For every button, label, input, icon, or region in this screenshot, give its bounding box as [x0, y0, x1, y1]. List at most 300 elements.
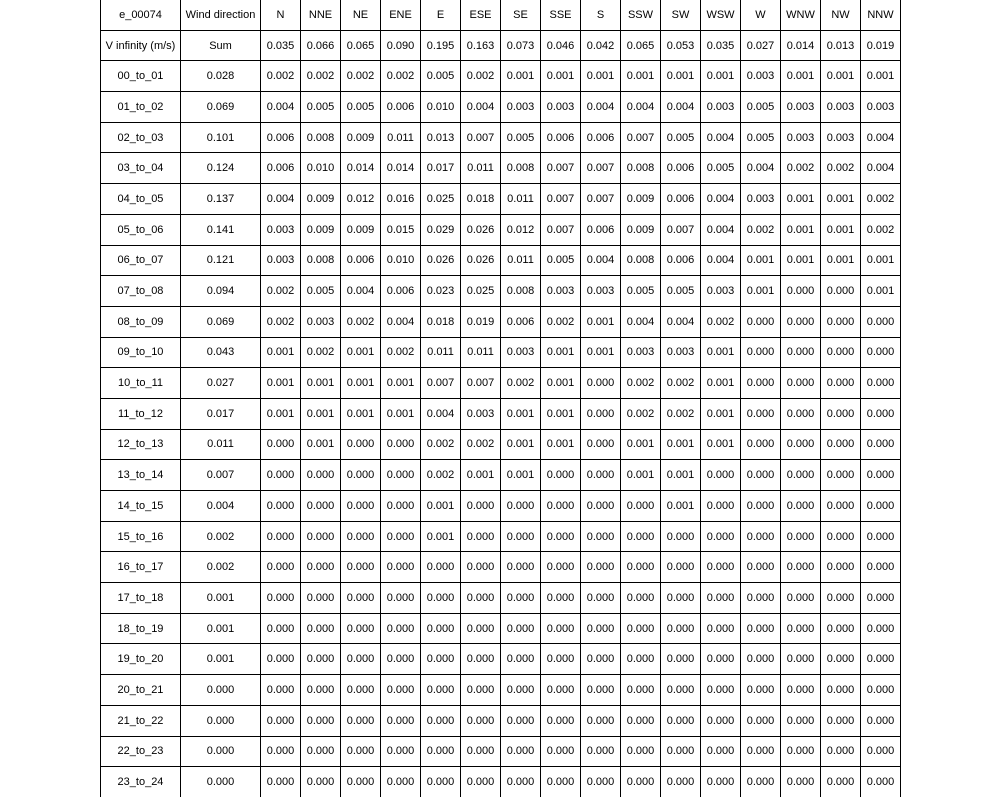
- frequency-cell: 0.000: [821, 398, 861, 429]
- frequency-cell: 0.000: [301, 583, 341, 614]
- frequency-cell: 0.000: [381, 521, 421, 552]
- speed-range-cell: 04_to_05: [101, 184, 181, 215]
- direction-sum-cell: 0.073: [501, 30, 541, 61]
- frequency-cell: 0.018: [421, 306, 461, 337]
- direction-header: ENE: [381, 0, 421, 30]
- frequency-cell: 0.005: [701, 153, 741, 184]
- frequency-cell: 0.018: [461, 184, 501, 215]
- frequency-cell: 0.000: [781, 460, 821, 491]
- frequency-cell: 0.007: [581, 153, 621, 184]
- speed-range-cell: 19_to_20: [101, 644, 181, 675]
- frequency-cell: 0.011: [461, 337, 501, 368]
- frequency-cell: 0.000: [501, 644, 541, 675]
- frequency-cell: 0.000: [421, 583, 461, 614]
- frequency-cell: 0.000: [661, 552, 701, 583]
- frequency-cell: 0.000: [821, 644, 861, 675]
- frequency-cell: 0.001: [301, 398, 341, 429]
- frequency-cell: 0.003: [301, 306, 341, 337]
- frequency-cell: 0.000: [621, 767, 661, 797]
- frequency-cell: 0.007: [421, 368, 461, 399]
- frequency-cell: 0.002: [781, 153, 821, 184]
- table-row: [101, 767, 901, 797]
- speed-range-cell: 01_to_02: [101, 92, 181, 123]
- frequency-cell: 0.003: [701, 92, 741, 123]
- row-sum-cell: 0.000: [181, 736, 261, 767]
- direction-sum-cell: 0.035: [701, 30, 741, 61]
- frequency-cell: 0.001: [861, 276, 901, 307]
- header-row: [101, 0, 901, 30]
- frequency-cell: 0.004: [621, 306, 661, 337]
- frequency-cell: 0.000: [341, 460, 381, 491]
- frequency-cell: 0.000: [261, 736, 301, 767]
- frequency-cell: 0.000: [621, 583, 661, 614]
- frequency-cell: 0.000: [701, 613, 741, 644]
- frequency-cell: 0.002: [421, 429, 461, 460]
- frequency-cell: 0.000: [781, 398, 821, 429]
- frequency-cell: 0.000: [541, 705, 581, 736]
- frequency-cell: 0.000: [861, 644, 901, 675]
- row-sum-cell: 0.002: [181, 521, 261, 552]
- frequency-cell: 0.002: [421, 460, 461, 491]
- frequency-cell: 0.002: [261, 61, 301, 92]
- frequency-cell: 0.007: [661, 214, 701, 245]
- speed-range-cell: 03_to_04: [101, 153, 181, 184]
- frequency-cell: 0.003: [781, 92, 821, 123]
- frequency-cell: 0.005: [661, 276, 701, 307]
- direction-sum-cell: 0.065: [341, 30, 381, 61]
- frequency-cell: 0.000: [741, 552, 781, 583]
- table-row: [101, 460, 901, 491]
- frequency-cell: 0.000: [541, 644, 581, 675]
- direction-header: SE: [501, 0, 541, 30]
- frequency-cell: 0.001: [501, 398, 541, 429]
- frequency-cell: 0.000: [261, 552, 301, 583]
- frequency-cell: 0.000: [341, 521, 381, 552]
- speed-range-cell: 08_to_09: [101, 306, 181, 337]
- row-sum-cell: 0.007: [181, 460, 261, 491]
- frequency-cell: 0.000: [581, 552, 621, 583]
- frequency-cell: 0.006: [261, 153, 301, 184]
- frequency-cell: 0.015: [381, 214, 421, 245]
- frequency-cell: 0.010: [301, 153, 341, 184]
- frequency-cell: 0.000: [421, 736, 461, 767]
- table-row: [101, 92, 901, 123]
- frequency-cell: 0.000: [301, 736, 341, 767]
- frequency-cell: 0.000: [581, 368, 621, 399]
- frequency-cell: 0.000: [261, 491, 301, 522]
- frequency-cell: 0.001: [341, 368, 381, 399]
- frequency-cell: 0.000: [861, 675, 901, 706]
- frequency-cell: 0.000: [861, 521, 901, 552]
- frequency-cell: 0.000: [501, 583, 541, 614]
- frequency-cell: 0.001: [741, 245, 781, 276]
- frequency-cell: 0.000: [781, 276, 821, 307]
- frequency-cell: 0.001: [781, 61, 821, 92]
- frequency-cell: 0.000: [421, 675, 461, 706]
- frequency-cell: 0.000: [861, 429, 901, 460]
- frequency-cell: 0.000: [821, 306, 861, 337]
- frequency-cell: 0.000: [341, 552, 381, 583]
- frequency-cell: 0.000: [781, 644, 821, 675]
- frequency-cell: 0.003: [261, 214, 301, 245]
- frequency-cell: 0.025: [461, 276, 501, 307]
- frequency-cell: 0.000: [781, 583, 821, 614]
- frequency-cell: 0.001: [541, 61, 581, 92]
- direction-sum-cell: 0.195: [421, 30, 461, 61]
- row-sum-cell: 0.000: [181, 675, 261, 706]
- v-infinity-label: V infinity (m/s): [101, 30, 181, 61]
- frequency-cell: 0.002: [821, 153, 861, 184]
- frequency-cell: 0.000: [781, 705, 821, 736]
- frequency-cell: 0.000: [301, 705, 341, 736]
- frequency-cell: 0.008: [621, 245, 661, 276]
- frequency-cell: 0.001: [661, 429, 701, 460]
- frequency-cell: 0.004: [261, 184, 301, 215]
- frequency-cell: 0.000: [701, 491, 741, 522]
- frequency-cell: 0.002: [621, 398, 661, 429]
- frequency-cell: 0.000: [621, 705, 661, 736]
- frequency-cell: 0.000: [861, 398, 901, 429]
- frequency-cell: 0.000: [781, 613, 821, 644]
- frequency-cell: 0.000: [861, 613, 901, 644]
- frequency-cell: 0.009: [301, 214, 341, 245]
- frequency-cell: 0.000: [261, 767, 301, 797]
- frequency-cell: 0.002: [341, 61, 381, 92]
- frequency-cell: 0.000: [741, 675, 781, 706]
- frequency-cell: 0.003: [701, 276, 741, 307]
- direction-header: S: [581, 0, 621, 30]
- frequency-cell: 0.001: [501, 460, 541, 491]
- frequency-cell: 0.001: [341, 337, 381, 368]
- frequency-cell: 0.026: [421, 245, 461, 276]
- frequency-cell: 0.000: [861, 368, 901, 399]
- frequency-cell: 0.004: [381, 306, 421, 337]
- frequency-cell: 0.000: [341, 675, 381, 706]
- table-row: [101, 122, 901, 153]
- frequency-cell: 0.000: [781, 337, 821, 368]
- frequency-cell: 0.000: [661, 705, 701, 736]
- table-row: [101, 61, 901, 92]
- frequency-cell: 0.000: [661, 644, 701, 675]
- frequency-cell: 0.011: [461, 153, 501, 184]
- frequency-cell: 0.003: [501, 337, 541, 368]
- frequency-cell: 0.001: [701, 61, 741, 92]
- frequency-cell: 0.000: [861, 736, 901, 767]
- frequency-cell: 0.001: [541, 398, 581, 429]
- table-row: [101, 245, 901, 276]
- frequency-cell: 0.000: [461, 583, 501, 614]
- frequency-cell: 0.000: [341, 767, 381, 797]
- frequency-cell: 0.007: [461, 122, 501, 153]
- frequency-cell: 0.009: [341, 122, 381, 153]
- frequency-cell: 0.005: [421, 61, 461, 92]
- frequency-cell: 0.000: [861, 583, 901, 614]
- frequency-cell: 0.000: [741, 521, 781, 552]
- row-sum-cell: 0.001: [181, 583, 261, 614]
- frequency-cell: 0.000: [581, 675, 621, 706]
- frequency-cell: 0.006: [661, 245, 701, 276]
- frequency-cell: 0.004: [661, 92, 701, 123]
- table-row: [101, 583, 901, 614]
- direction-header: SW: [661, 0, 701, 30]
- frequency-cell: 0.000: [781, 491, 821, 522]
- table-row: [101, 644, 901, 675]
- frequency-cell: 0.000: [621, 552, 661, 583]
- frequency-cell: 0.006: [661, 184, 701, 215]
- frequency-cell: 0.000: [381, 552, 421, 583]
- frequency-cell: 0.002: [461, 61, 501, 92]
- frequency-cell: 0.004: [341, 276, 381, 307]
- frequency-cell: 0.000: [741, 767, 781, 797]
- frequency-cell: 0.011: [421, 337, 461, 368]
- frequency-cell: 0.000: [581, 644, 621, 675]
- frequency-cell: 0.000: [821, 583, 861, 614]
- frequency-cell: 0.004: [701, 184, 741, 215]
- frequency-cell: 0.000: [821, 460, 861, 491]
- frequency-cell: 0.001: [461, 460, 501, 491]
- speed-range-cell: 18_to_19: [101, 613, 181, 644]
- frequency-cell: 0.000: [861, 491, 901, 522]
- frequency-cell: 0.008: [301, 245, 341, 276]
- frequency-cell: 0.000: [461, 767, 501, 797]
- frequency-cell: 0.023: [421, 276, 461, 307]
- row-sum-cell: 0.017: [181, 398, 261, 429]
- table-row: [101, 521, 901, 552]
- frequency-cell: 0.000: [381, 675, 421, 706]
- frequency-cell: 0.000: [581, 705, 621, 736]
- frequency-cell: 0.000: [701, 460, 741, 491]
- table-id-cell: e_00074: [101, 0, 181, 30]
- frequency-cell: 0.000: [381, 613, 421, 644]
- frequency-cell: 0.014: [341, 153, 381, 184]
- frequency-cell: 0.001: [261, 368, 301, 399]
- table-row: [101, 306, 901, 337]
- frequency-cell: 0.000: [261, 675, 301, 706]
- frequency-cell: 0.000: [301, 491, 341, 522]
- frequency-cell: 0.026: [461, 214, 501, 245]
- frequency-cell: 0.000: [581, 736, 621, 767]
- frequency-cell: 0.003: [781, 122, 821, 153]
- frequency-cell: 0.004: [461, 92, 501, 123]
- frequency-cell: 0.000: [741, 337, 781, 368]
- table-row: [101, 214, 901, 245]
- table-row: [101, 613, 901, 644]
- frequency-cell: 0.002: [301, 337, 341, 368]
- frequency-cell: 0.000: [661, 675, 701, 706]
- frequency-cell: 0.000: [861, 767, 901, 797]
- table-row: [101, 429, 901, 460]
- frequency-cell: 0.000: [581, 583, 621, 614]
- frequency-cell: 0.000: [861, 460, 901, 491]
- frequency-cell: 0.010: [381, 245, 421, 276]
- frequency-cell: 0.001: [381, 398, 421, 429]
- frequency-cell: 0.001: [501, 61, 541, 92]
- frequency-cell: 0.009: [621, 214, 661, 245]
- frequency-cell: 0.005: [741, 122, 781, 153]
- frequency-cell: 0.007: [621, 122, 661, 153]
- frequency-cell: 0.000: [341, 491, 381, 522]
- frequency-cell: 0.002: [541, 306, 581, 337]
- frequency-cell: 0.026: [461, 245, 501, 276]
- speed-range-cell: 06_to_07: [101, 245, 181, 276]
- speed-range-cell: 10_to_11: [101, 368, 181, 399]
- frequency-cell: 0.000: [821, 337, 861, 368]
- frequency-cell: 0.005: [301, 276, 341, 307]
- frequency-cell: 0.001: [301, 368, 341, 399]
- frequency-cell: 0.000: [741, 460, 781, 491]
- speed-range-cell: 20_to_21: [101, 675, 181, 706]
- frequency-cell: 0.002: [661, 398, 701, 429]
- frequency-cell: 0.001: [621, 460, 661, 491]
- frequency-cell: 0.000: [581, 521, 621, 552]
- frequency-cell: 0.000: [781, 736, 821, 767]
- frequency-cell: 0.000: [701, 521, 741, 552]
- frequency-cell: 0.001: [701, 429, 741, 460]
- frequency-cell: 0.000: [501, 521, 541, 552]
- speed-range-cell: 13_to_14: [101, 460, 181, 491]
- frequency-cell: 0.004: [261, 92, 301, 123]
- frequency-cell: 0.000: [261, 613, 301, 644]
- frequency-cell: 0.001: [261, 398, 301, 429]
- frequency-cell: 0.001: [541, 368, 581, 399]
- table-row: [101, 705, 901, 736]
- frequency-cell: 0.000: [621, 491, 661, 522]
- frequency-cell: 0.000: [541, 736, 581, 767]
- frequency-cell: 0.000: [741, 736, 781, 767]
- frequency-cell: 0.000: [301, 460, 341, 491]
- frequency-cell: 0.000: [661, 736, 701, 767]
- frequency-cell: 0.002: [261, 306, 301, 337]
- frequency-cell: 0.004: [741, 153, 781, 184]
- speed-range-cell: 14_to_15: [101, 491, 181, 522]
- frequency-cell: 0.004: [621, 92, 661, 123]
- frequency-cell: 0.003: [821, 92, 861, 123]
- frequency-cell: 0.000: [501, 736, 541, 767]
- frequency-cell: 0.000: [381, 491, 421, 522]
- frequency-cell: 0.005: [541, 245, 581, 276]
- frequency-cell: 0.000: [741, 583, 781, 614]
- speed-range-cell: 12_to_13: [101, 429, 181, 460]
- frequency-cell: 0.000: [701, 767, 741, 797]
- frequency-cell: 0.006: [341, 245, 381, 276]
- frequency-cell: 0.000: [421, 767, 461, 797]
- frequency-cell: 0.001: [821, 61, 861, 92]
- frequency-cell: 0.001: [621, 429, 661, 460]
- frequency-cell: 0.000: [621, 736, 661, 767]
- speed-range-cell: 09_to_10: [101, 337, 181, 368]
- speed-range-cell: 11_to_12: [101, 398, 181, 429]
- frequency-cell: 0.007: [541, 184, 581, 215]
- row-sum-cell: 0.043: [181, 337, 261, 368]
- frequency-cell: 0.011: [501, 184, 541, 215]
- frequency-cell: 0.001: [661, 491, 701, 522]
- direction-sum-cell: 0.163: [461, 30, 501, 61]
- direction-header: N: [261, 0, 301, 30]
- frequency-cell: 0.003: [621, 337, 661, 368]
- frequency-cell: 0.001: [661, 61, 701, 92]
- frequency-cell: 0.003: [541, 276, 581, 307]
- frequency-cell: 0.000: [581, 460, 621, 491]
- frequency-cell: 0.006: [581, 214, 621, 245]
- frequency-cell: 0.000: [461, 613, 501, 644]
- frequency-cell: 0.000: [781, 306, 821, 337]
- frequency-cell: 0.000: [501, 767, 541, 797]
- frequency-cell: 0.000: [821, 767, 861, 797]
- table-row: [101, 491, 901, 522]
- frequency-cell: 0.000: [261, 583, 301, 614]
- frequency-cell: 0.000: [581, 767, 621, 797]
- frequency-cell: 0.000: [661, 521, 701, 552]
- frequency-cell: 0.001: [821, 214, 861, 245]
- frequency-cell: 0.001: [341, 398, 381, 429]
- frequency-cell: 0.000: [541, 552, 581, 583]
- frequency-cell: 0.000: [821, 552, 861, 583]
- frequency-cell: 0.006: [261, 122, 301, 153]
- frequency-cell: 0.000: [861, 552, 901, 583]
- frequency-cell: 0.001: [741, 276, 781, 307]
- frequency-cell: 0.003: [501, 92, 541, 123]
- sum-row: [101, 30, 901, 61]
- frequency-cell: 0.004: [861, 122, 901, 153]
- frequency-cell: 0.004: [701, 214, 741, 245]
- direction-sum-cell: 0.014: [781, 30, 821, 61]
- frequency-cell: 0.005: [341, 92, 381, 123]
- frequency-cell: 0.000: [821, 675, 861, 706]
- row-sum-cell: 0.137: [181, 184, 261, 215]
- frequency-cell: 0.000: [661, 583, 701, 614]
- frequency-cell: 0.000: [261, 429, 301, 460]
- frequency-cell: 0.003: [821, 122, 861, 153]
- row-sum-cell: 0.004: [181, 491, 261, 522]
- frequency-cell: 0.000: [381, 767, 421, 797]
- frequency-cell: 0.000: [261, 644, 301, 675]
- table-row: [101, 276, 901, 307]
- frequency-cell: 0.000: [501, 675, 541, 706]
- speed-range-cell: 00_to_01: [101, 61, 181, 92]
- speed-range-cell: 15_to_16: [101, 521, 181, 552]
- frequency-cell: 0.002: [701, 306, 741, 337]
- frequency-cell: 0.008: [501, 153, 541, 184]
- frequency-cell: 0.000: [541, 460, 581, 491]
- frequency-cell: 0.005: [301, 92, 341, 123]
- frequency-cell: 0.000: [541, 491, 581, 522]
- frequency-cell: 0.001: [701, 368, 741, 399]
- frequency-cell: 0.000: [501, 613, 541, 644]
- frequency-cell: 0.013: [421, 122, 461, 153]
- frequency-cell: 0.000: [261, 705, 301, 736]
- wind-direction-header: Wind direction: [181, 0, 261, 30]
- frequency-cell: 0.001: [781, 214, 821, 245]
- frequency-cell: 0.004: [661, 306, 701, 337]
- frequency-cell: 0.000: [301, 613, 341, 644]
- frequency-cell: 0.001: [581, 61, 621, 92]
- frequency-cell: 0.007: [541, 153, 581, 184]
- frequency-cell: 0.000: [701, 552, 741, 583]
- direction-sum-cell: 0.027: [741, 30, 781, 61]
- frequency-cell: 0.002: [461, 429, 501, 460]
- sum-label: Sum: [181, 30, 261, 61]
- frequency-cell: 0.001: [501, 429, 541, 460]
- frequency-cell: 0.006: [501, 306, 541, 337]
- speed-range-cell: 02_to_03: [101, 122, 181, 153]
- frequency-cell: 0.000: [421, 644, 461, 675]
- frequency-cell: 0.000: [381, 460, 421, 491]
- frequency-cell: 0.014: [381, 153, 421, 184]
- row-sum-cell: 0.069: [181, 92, 261, 123]
- frequency-cell: 0.000: [781, 368, 821, 399]
- table-body: [101, 0, 901, 797]
- frequency-cell: 0.029: [421, 214, 461, 245]
